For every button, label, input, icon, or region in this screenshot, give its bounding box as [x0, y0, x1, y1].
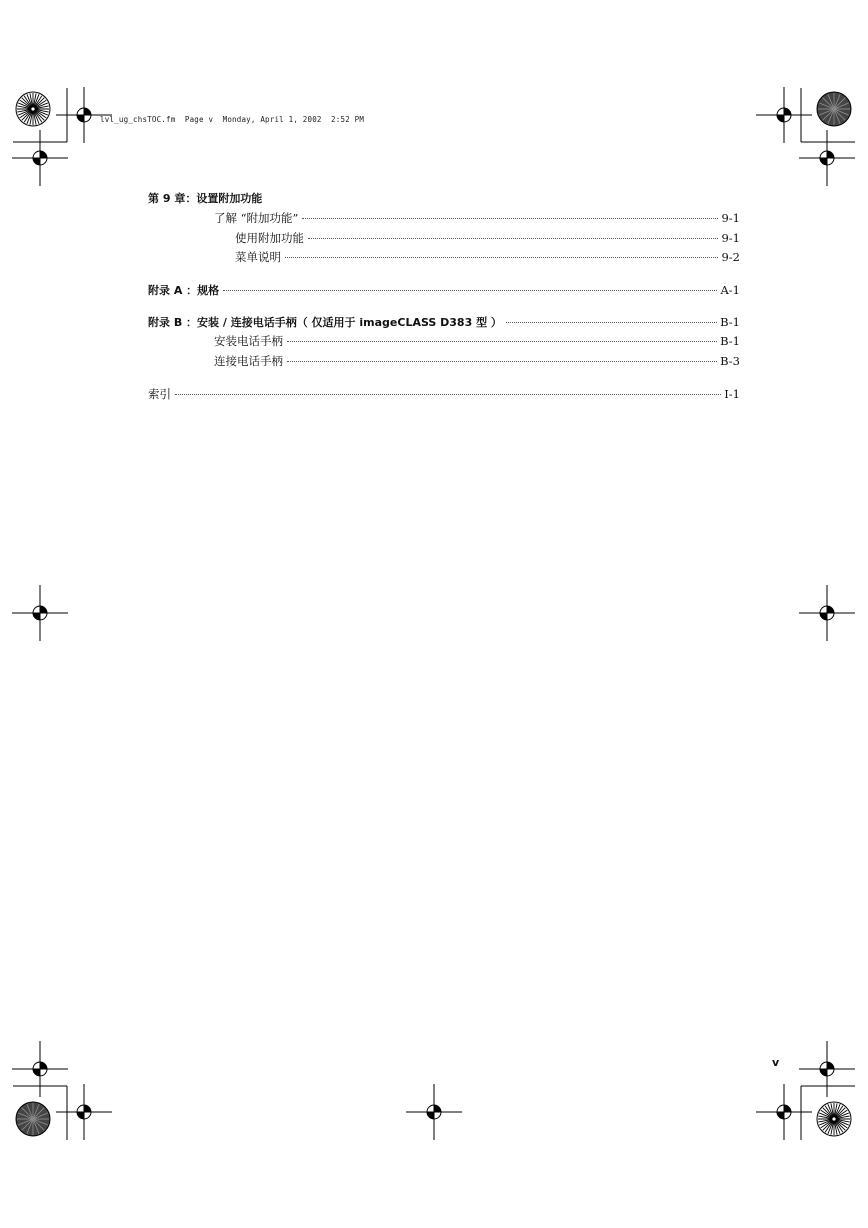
appendix-a-entry[interactable]: [148, 282, 740, 298]
toc-entry[interactable]: [214, 210, 740, 226]
toc-entry-page: B-3: [720, 354, 740, 368]
toc-entry[interactable]: [235, 249, 740, 265]
leader-dots: [287, 361, 717, 362]
leader-dots: [506, 322, 717, 323]
appendix-b-entry[interactable]: [148, 314, 740, 330]
leader-dots: [223, 290, 717, 291]
toc-entry-page: 9-2: [721, 250, 740, 264]
toc-entry-page: B-1: [720, 334, 740, 348]
leader-dots: [287, 341, 717, 342]
appendix-b-page: B-1: [720, 315, 740, 329]
toc-entry[interactable]: [214, 353, 740, 369]
index-entry[interactable]: [148, 386, 740, 402]
toc-entry-label: 使用附加功能: [235, 231, 304, 245]
leader-dots: [308, 238, 718, 239]
leader-dots: [302, 218, 718, 219]
toc-entry[interactable]: [235, 230, 740, 246]
header-slug: lvl_ug_chsTOC.fm Page v Monday, April 1, 2002 2:52 PM: [100, 115, 365, 124]
appendix-a-label: 附录 A ：规格: [148, 284, 220, 297]
chapter-9-title: 第 9 章：设置附加功能: [148, 192, 263, 205]
page-number: v: [772, 1056, 780, 1069]
toc-entry[interactable]: [214, 333, 740, 349]
leader-dots: [285, 257, 718, 258]
toc-entry-page: 9-1: [721, 231, 740, 245]
appendix-a-page: A-1: [720, 283, 740, 297]
toc-entry-label: 连接电话手柄: [214, 354, 283, 368]
index-page: I-1: [724, 387, 740, 401]
toc-entry-label: 了解 “附加功能”: [214, 211, 299, 225]
toc-entry-label: 菜单说明: [235, 250, 281, 264]
leader-dots: [175, 394, 721, 395]
index-label: 索引: [148, 387, 171, 401]
toc-entry-label: 安装电话手柄: [214, 334, 283, 348]
appendix-b-label: 附录 B ：安装 / 连接电话手柄（ 仅适用于 imageCLASS D383 型 ）: [148, 316, 502, 329]
toc-entry-page: 9-1: [721, 211, 740, 225]
chapter-9-heading[interactable]: [148, 190, 740, 206]
